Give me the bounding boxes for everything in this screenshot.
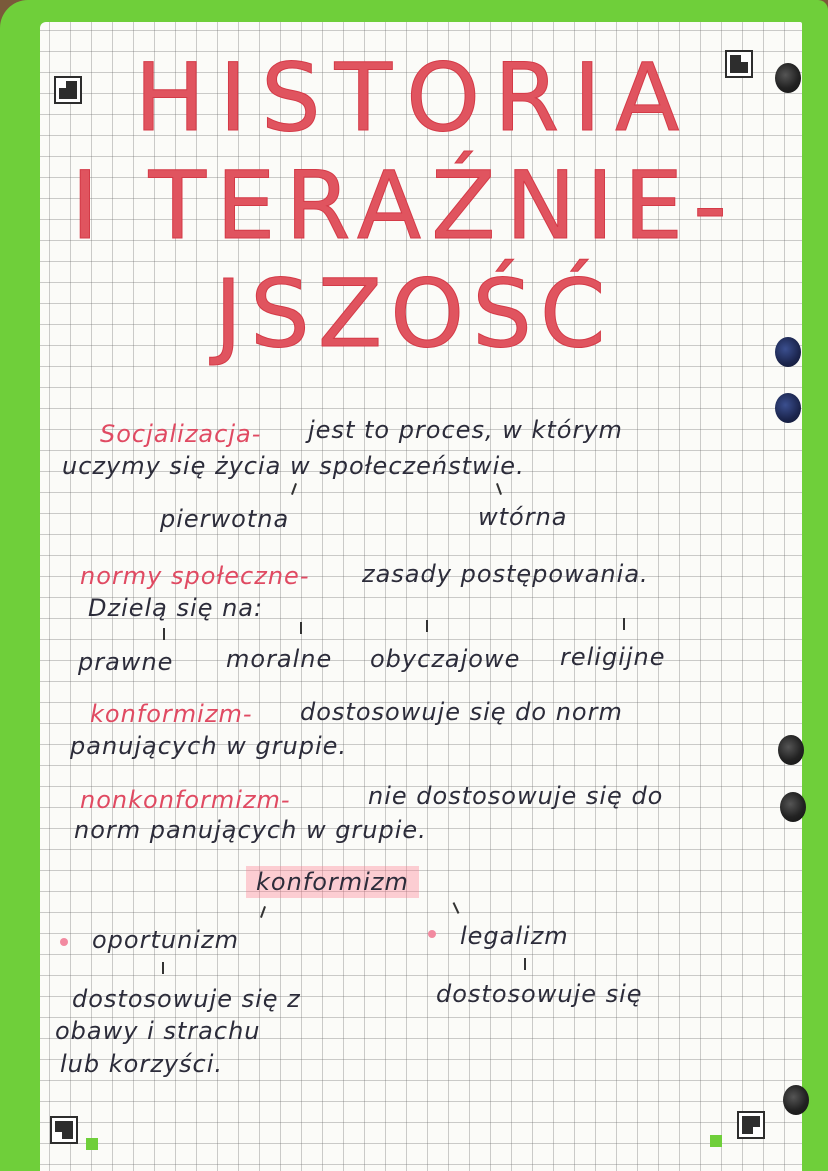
def-socjalizacja-line1: jest to proces, w którym [308, 416, 623, 444]
type-pierwotna: pierwotna [160, 505, 290, 533]
oportunizm-def-line1: dostosowuje się z [72, 985, 301, 1013]
page-marker-square [710, 1135, 722, 1147]
binder-ring-hole [775, 393, 801, 423]
type-wtorna: wtórna [478, 503, 568, 531]
norm-kind-religijne: religijne [560, 643, 666, 671]
branch-tick [623, 618, 625, 630]
term-konformizm: konformizm- [90, 700, 253, 728]
branch-tick [300, 622, 302, 634]
oportunizm-def-line3: lub korzyści. [60, 1050, 223, 1078]
title-line-1: HISTORIA [134, 44, 694, 153]
normy-intro: Dzielą się na: [88, 594, 264, 622]
branch-tick [162, 962, 164, 974]
konformizm-heading: konformizm [246, 866, 419, 898]
norm-kind-obyczajowe: obyczajowe [370, 645, 521, 673]
branch-tick [163, 628, 165, 640]
oportunizm-def-line2: obawy i strachu [55, 1017, 261, 1045]
binder-ring-hole [783, 1085, 809, 1115]
legalizm-label: legalizm [460, 922, 569, 950]
branch-tick [426, 620, 428, 632]
norm-kind-prawne: prawne [78, 648, 174, 676]
bullet-point [428, 930, 436, 938]
binder-ring-hole [778, 735, 804, 765]
def-konformizm-line2: panujących w grupie. [70, 732, 348, 760]
legalizm-def-line1: dostosowuje się [436, 980, 643, 1008]
term-normy: normy społeczne- [80, 562, 310, 590]
term-socjalizacja: Socjalizacja- [100, 420, 262, 448]
title-line-2: I TERAŹNIE- [71, 152, 737, 261]
norm-kind-moralne: moralne [226, 645, 333, 673]
title-line-3: JSZOŚĆ [214, 260, 614, 369]
corner-marker-icon [52, 1118, 76, 1142]
def-nonkonformizm-line1: nie dostosowuje się do [368, 782, 664, 810]
corner-marker-icon [739, 1113, 763, 1137]
oportunizm-label: oportunizm [92, 926, 239, 954]
page-marker-square [86, 1138, 98, 1150]
def-normy: zasady postępowania. [362, 560, 649, 588]
branch-tick [524, 958, 526, 970]
def-nonkonformizm-line2: norm panujących w grupie. [74, 816, 427, 844]
bullet-point [60, 938, 68, 946]
def-socjalizacja-line2: uczymy się życia w społeczeństwie. [62, 452, 525, 480]
binder-ring-hole [780, 792, 806, 822]
term-nonkonformizm: nonkonformizm- [80, 786, 291, 814]
def-konformizm-line1: dostosowuje się do norm [300, 698, 623, 726]
